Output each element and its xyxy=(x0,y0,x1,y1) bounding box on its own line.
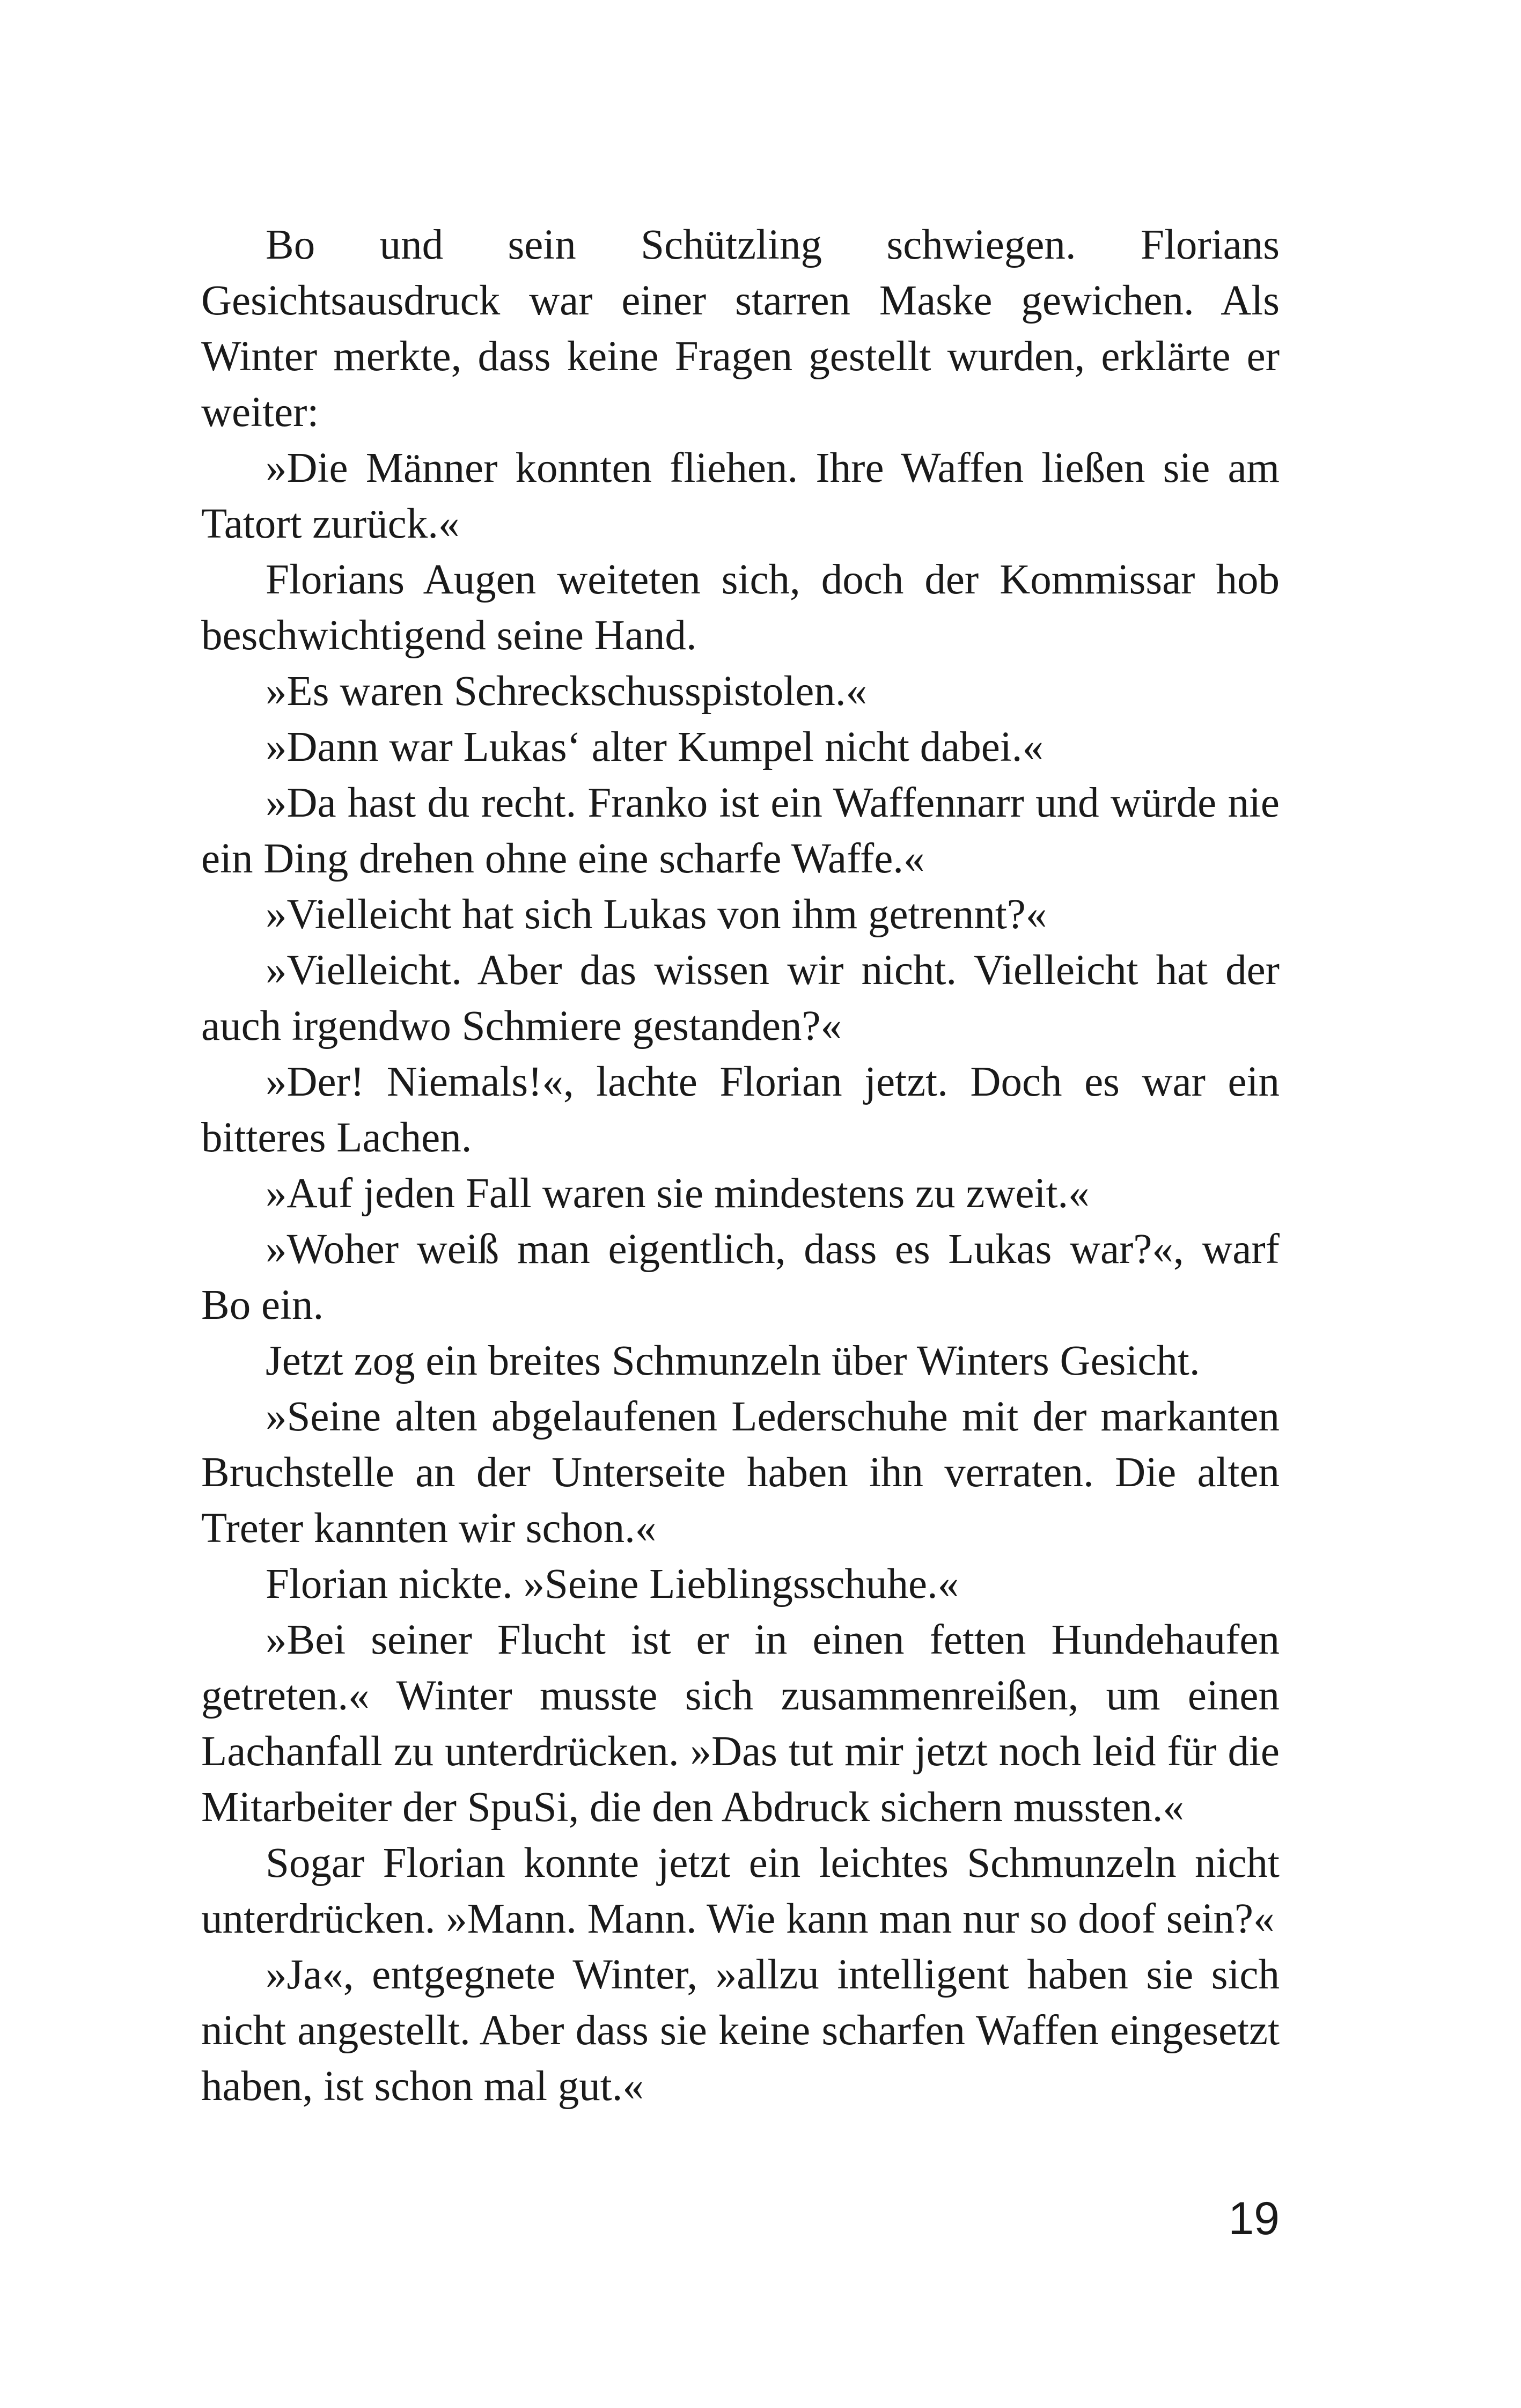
paragraph: »Bei seiner Flucht ist er in einen fetten Hundehaufen getreten.« Winter musste sich zusammenreißen, um einen Lachanfall zu unterdrücken. »Das tut mir jetzt noch leid für die Mitarbeiter der SpuSi, die den Abdruck sichern mussten.« xyxy=(201,1617,1280,1831)
paragraph: »Ja«, entgegnete Winter, »allzu intelligent haben sie sich nicht angestellt. Aber dass sie keine scharfen Waffen eingesetzt haben, ist schon mal gut.« xyxy=(201,1951,1280,2110)
paragraph: »Da hast du recht. Franko ist ein Waffennarr und würde nie ein Ding drehen ohne eine scharfe Waffe.« xyxy=(201,780,1280,882)
paragraph: Sogar Florian konnte jetzt ein leichtes Schmunzeln nicht unterdrücken. »Mann. Mann. Wie kann man nur so doof sein?« xyxy=(201,1840,1280,1942)
body-text xyxy=(201,217,1280,2115)
page-number: 19 xyxy=(1228,2193,1280,2244)
paragraph: Florians Augen weiteten sich, doch der Kommissar hob beschwichtigend seine Hand. xyxy=(201,556,1280,659)
paragraph: Bo und sein Schützling schwiegen. Florians Gesichtsausdruck war einer starren Maske gewichen. Als Winter merkte, dass keine Fragen gestellt wurden, erklärte er weiter: xyxy=(201,222,1280,436)
paragraph: »Seine alten abgelaufenen Lederschuhe mit der markanten Bruchstelle an der Unterseite haben ihn verraten. Die alten Treter kannten wir schon.« xyxy=(201,1393,1280,1552)
paragraph: »Woher weiß man eigentlich, dass es Lukas war?«, warf Bo ein. xyxy=(201,1226,1280,1328)
paragraph: »Auf jeden Fall waren sie mindestens zu zweit.« xyxy=(266,1170,1090,1217)
paragraph: »Der! Niemals!«, lachte Florian jetzt. Doch es war ein bitteres Lachen. xyxy=(201,1059,1280,1161)
paragraph: Jetzt zog ein breites Schmunzeln über Winters Gesicht. xyxy=(266,1338,1200,1384)
paragraph: »Vielleicht. Aber das wissen wir nicht. Vielleicht hat der auch irgendwo Schmiere gestanden?« xyxy=(201,947,1280,1049)
paragraph: »Vielleicht hat sich Lukas von ihm getrennt?« xyxy=(266,891,1047,938)
paragraph: »Dann war Lukas‘ alter Kumpel nicht dabei.« xyxy=(266,724,1044,770)
paragraph: »Die Männer konnten fliehen. Ihre Waffen ließen sie am Tatort zurück.« xyxy=(201,445,1280,547)
paragraph: »Es waren Schreckschusspistolen.« xyxy=(266,668,868,715)
paragraph: Florian nickte. »Seine Lieblingsschuhe.« xyxy=(266,1561,959,1607)
